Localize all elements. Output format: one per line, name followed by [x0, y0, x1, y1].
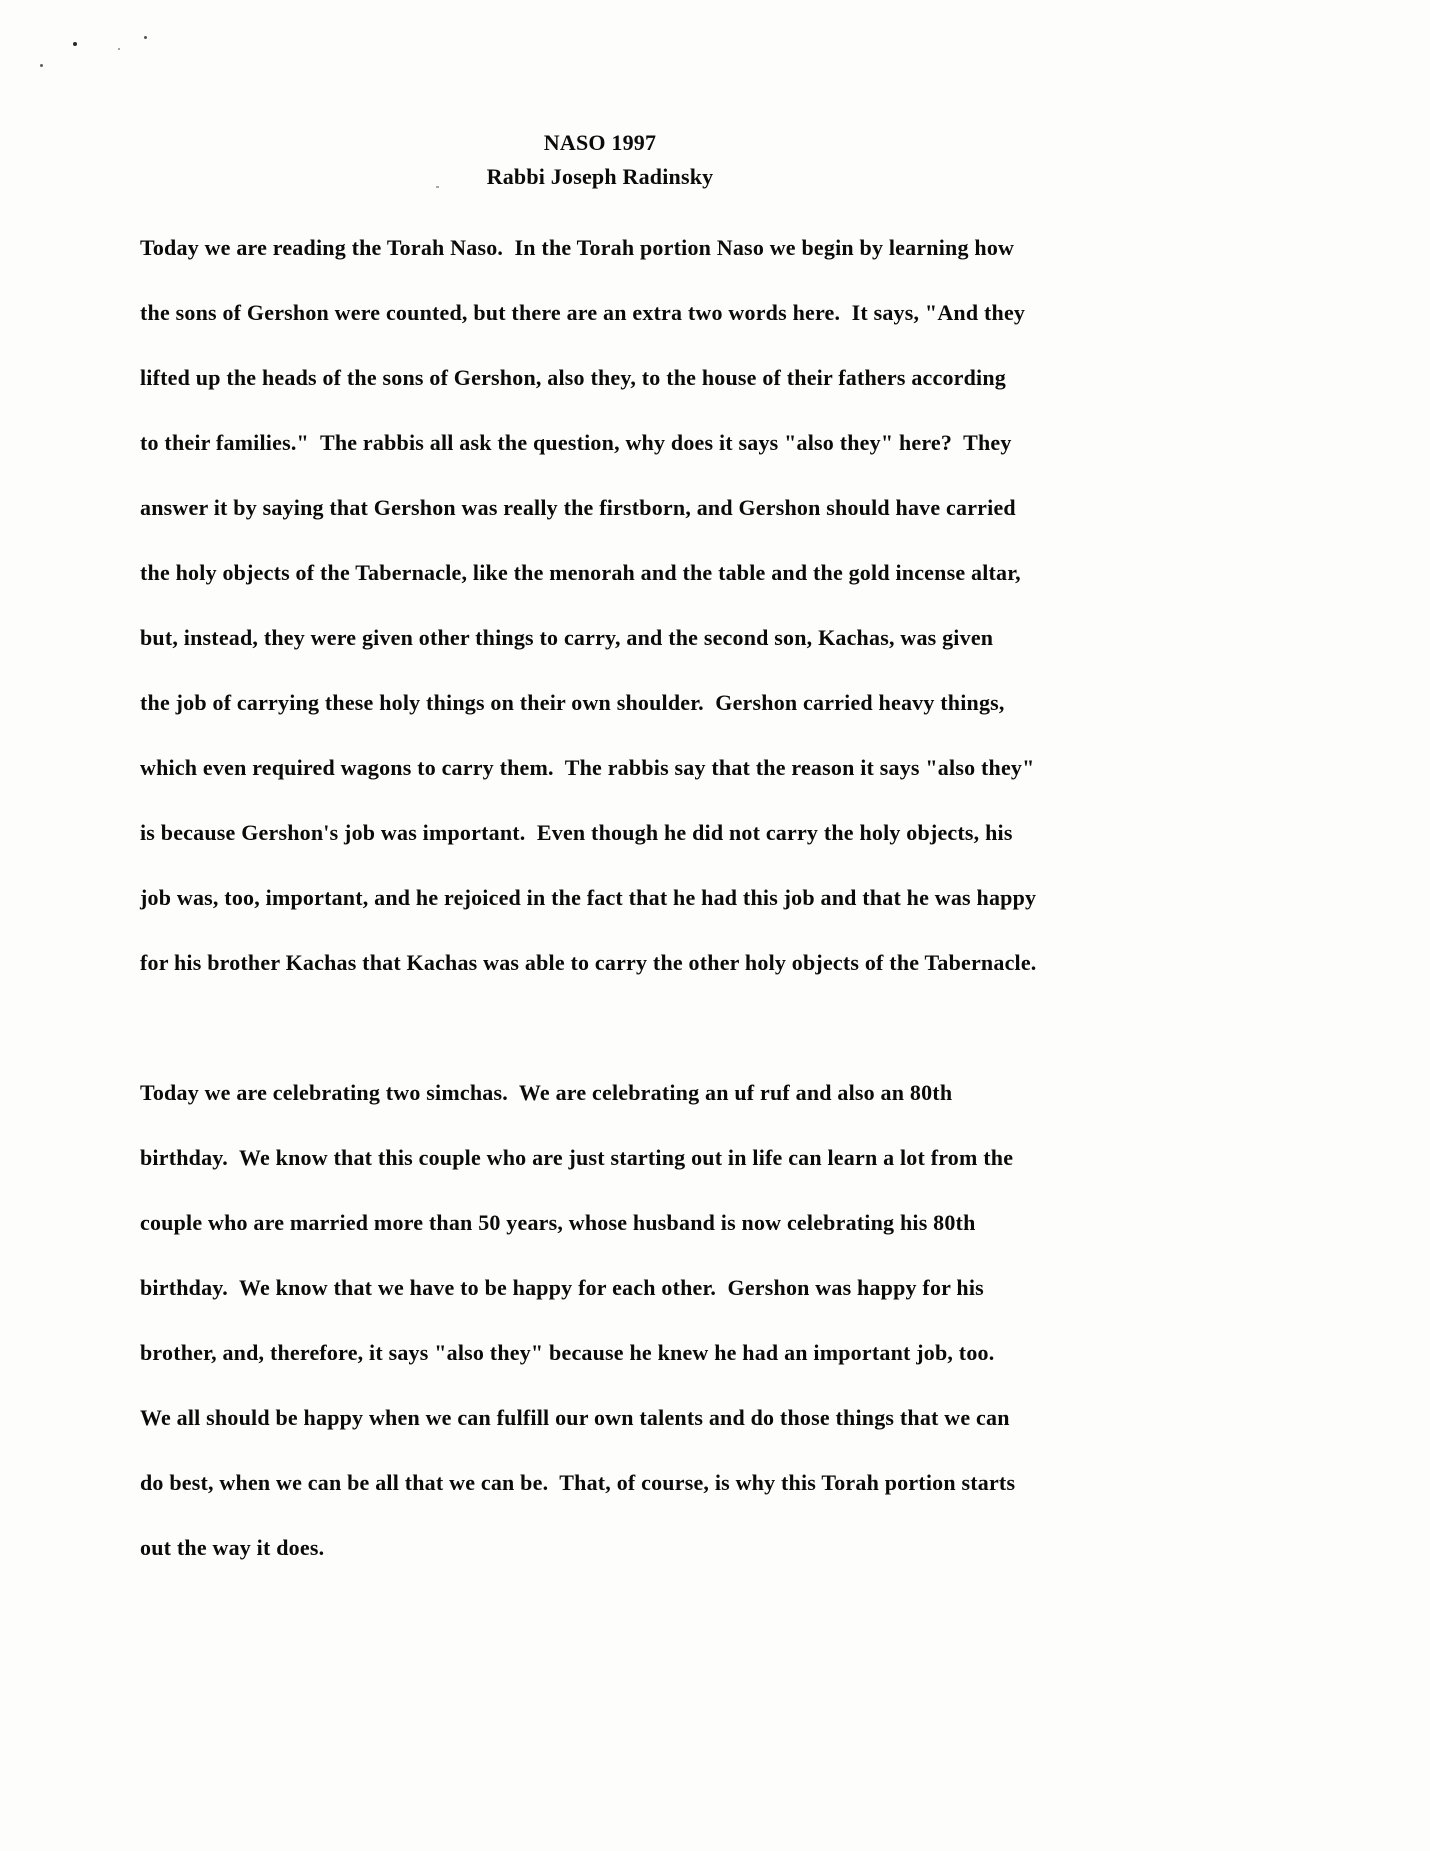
- text-line: couple who are married more than 50 years, whose husband is now celebrating his 80th: [140, 1210, 976, 1235]
- scan-speck: [40, 64, 43, 67]
- document-header: [140, 126, 1060, 194]
- text-line: out the way it does.: [140, 1535, 325, 1560]
- scan-speck: [118, 48, 120, 50]
- text-line: lifted up the heads of the sons of Gershon, also they, to the house of their fathers according: [140, 365, 1007, 390]
- text-line: the sons of Gershon were counted, but there are an extra two words here. It says, "And they: [140, 300, 1026, 325]
- text-line: birthday. We know that this couple who are just starting out in life can learn a lot from the: [140, 1145, 1014, 1170]
- text-line: the holy objects of the Tabernacle, like the menorah and the table and the gold incense altar,: [140, 560, 1021, 585]
- text-line: to their families." The rabbis all ask the question, why does it says "also they" here? They: [140, 430, 1012, 455]
- document-body: [140, 215, 1150, 1580]
- text-line: job was, too, important, and he rejoiced in the fact that he had this job and that he was happy: [140, 885, 1037, 910]
- text-line: brother, and, therefore, it says "also they" because he knew he had an important job, too.: [140, 1340, 995, 1365]
- document-title: NASO 1997: [543, 130, 657, 155]
- paragraph: [140, 215, 1150, 995]
- text-line: do best, when we can be all that we can be. That, of course, is why this Torah portion starts: [140, 1470, 1016, 1495]
- scan-speck: [144, 36, 147, 39]
- text-line: for his brother Kachas that Kachas was able to carry the other holy objects of the Tabernacle.: [140, 950, 1037, 975]
- text-line: which even required wagons to carry them. The rabbis say that the reason it says "also they": [140, 755, 1035, 780]
- text-line: Today we are celebrating two simchas. We are celebrating an uf ruf and also an 80th: [140, 1080, 953, 1105]
- text-line: Today we are reading the Torah Naso. In the Torah portion Naso we begin by learning how: [140, 235, 1015, 260]
- text-line: birthday. We know that we have to be happy for each other. Gershon was happy for his: [140, 1275, 984, 1300]
- text-line: but, instead, they were given other things to carry, and the second son, Kachas, was given: [140, 625, 994, 650]
- text-line: the job of carrying these holy things on their own shoulder. Gershon carried heavy things,: [140, 690, 1005, 715]
- text-line: We all should be happy when we can fulfill our own talents and do those things that we can: [140, 1405, 1010, 1430]
- paragraph: [140, 1060, 1150, 1580]
- text-line: is because Gershon's job was important. Even though he did not carry the holy objects, his: [140, 820, 1013, 845]
- text-line: answer it by saying that Gershon was really the firstborn, and Gershon should have carried: [140, 495, 1016, 520]
- document-author: Rabbi Joseph Radinsky: [486, 164, 714, 189]
- scan-speck: [73, 42, 77, 46]
